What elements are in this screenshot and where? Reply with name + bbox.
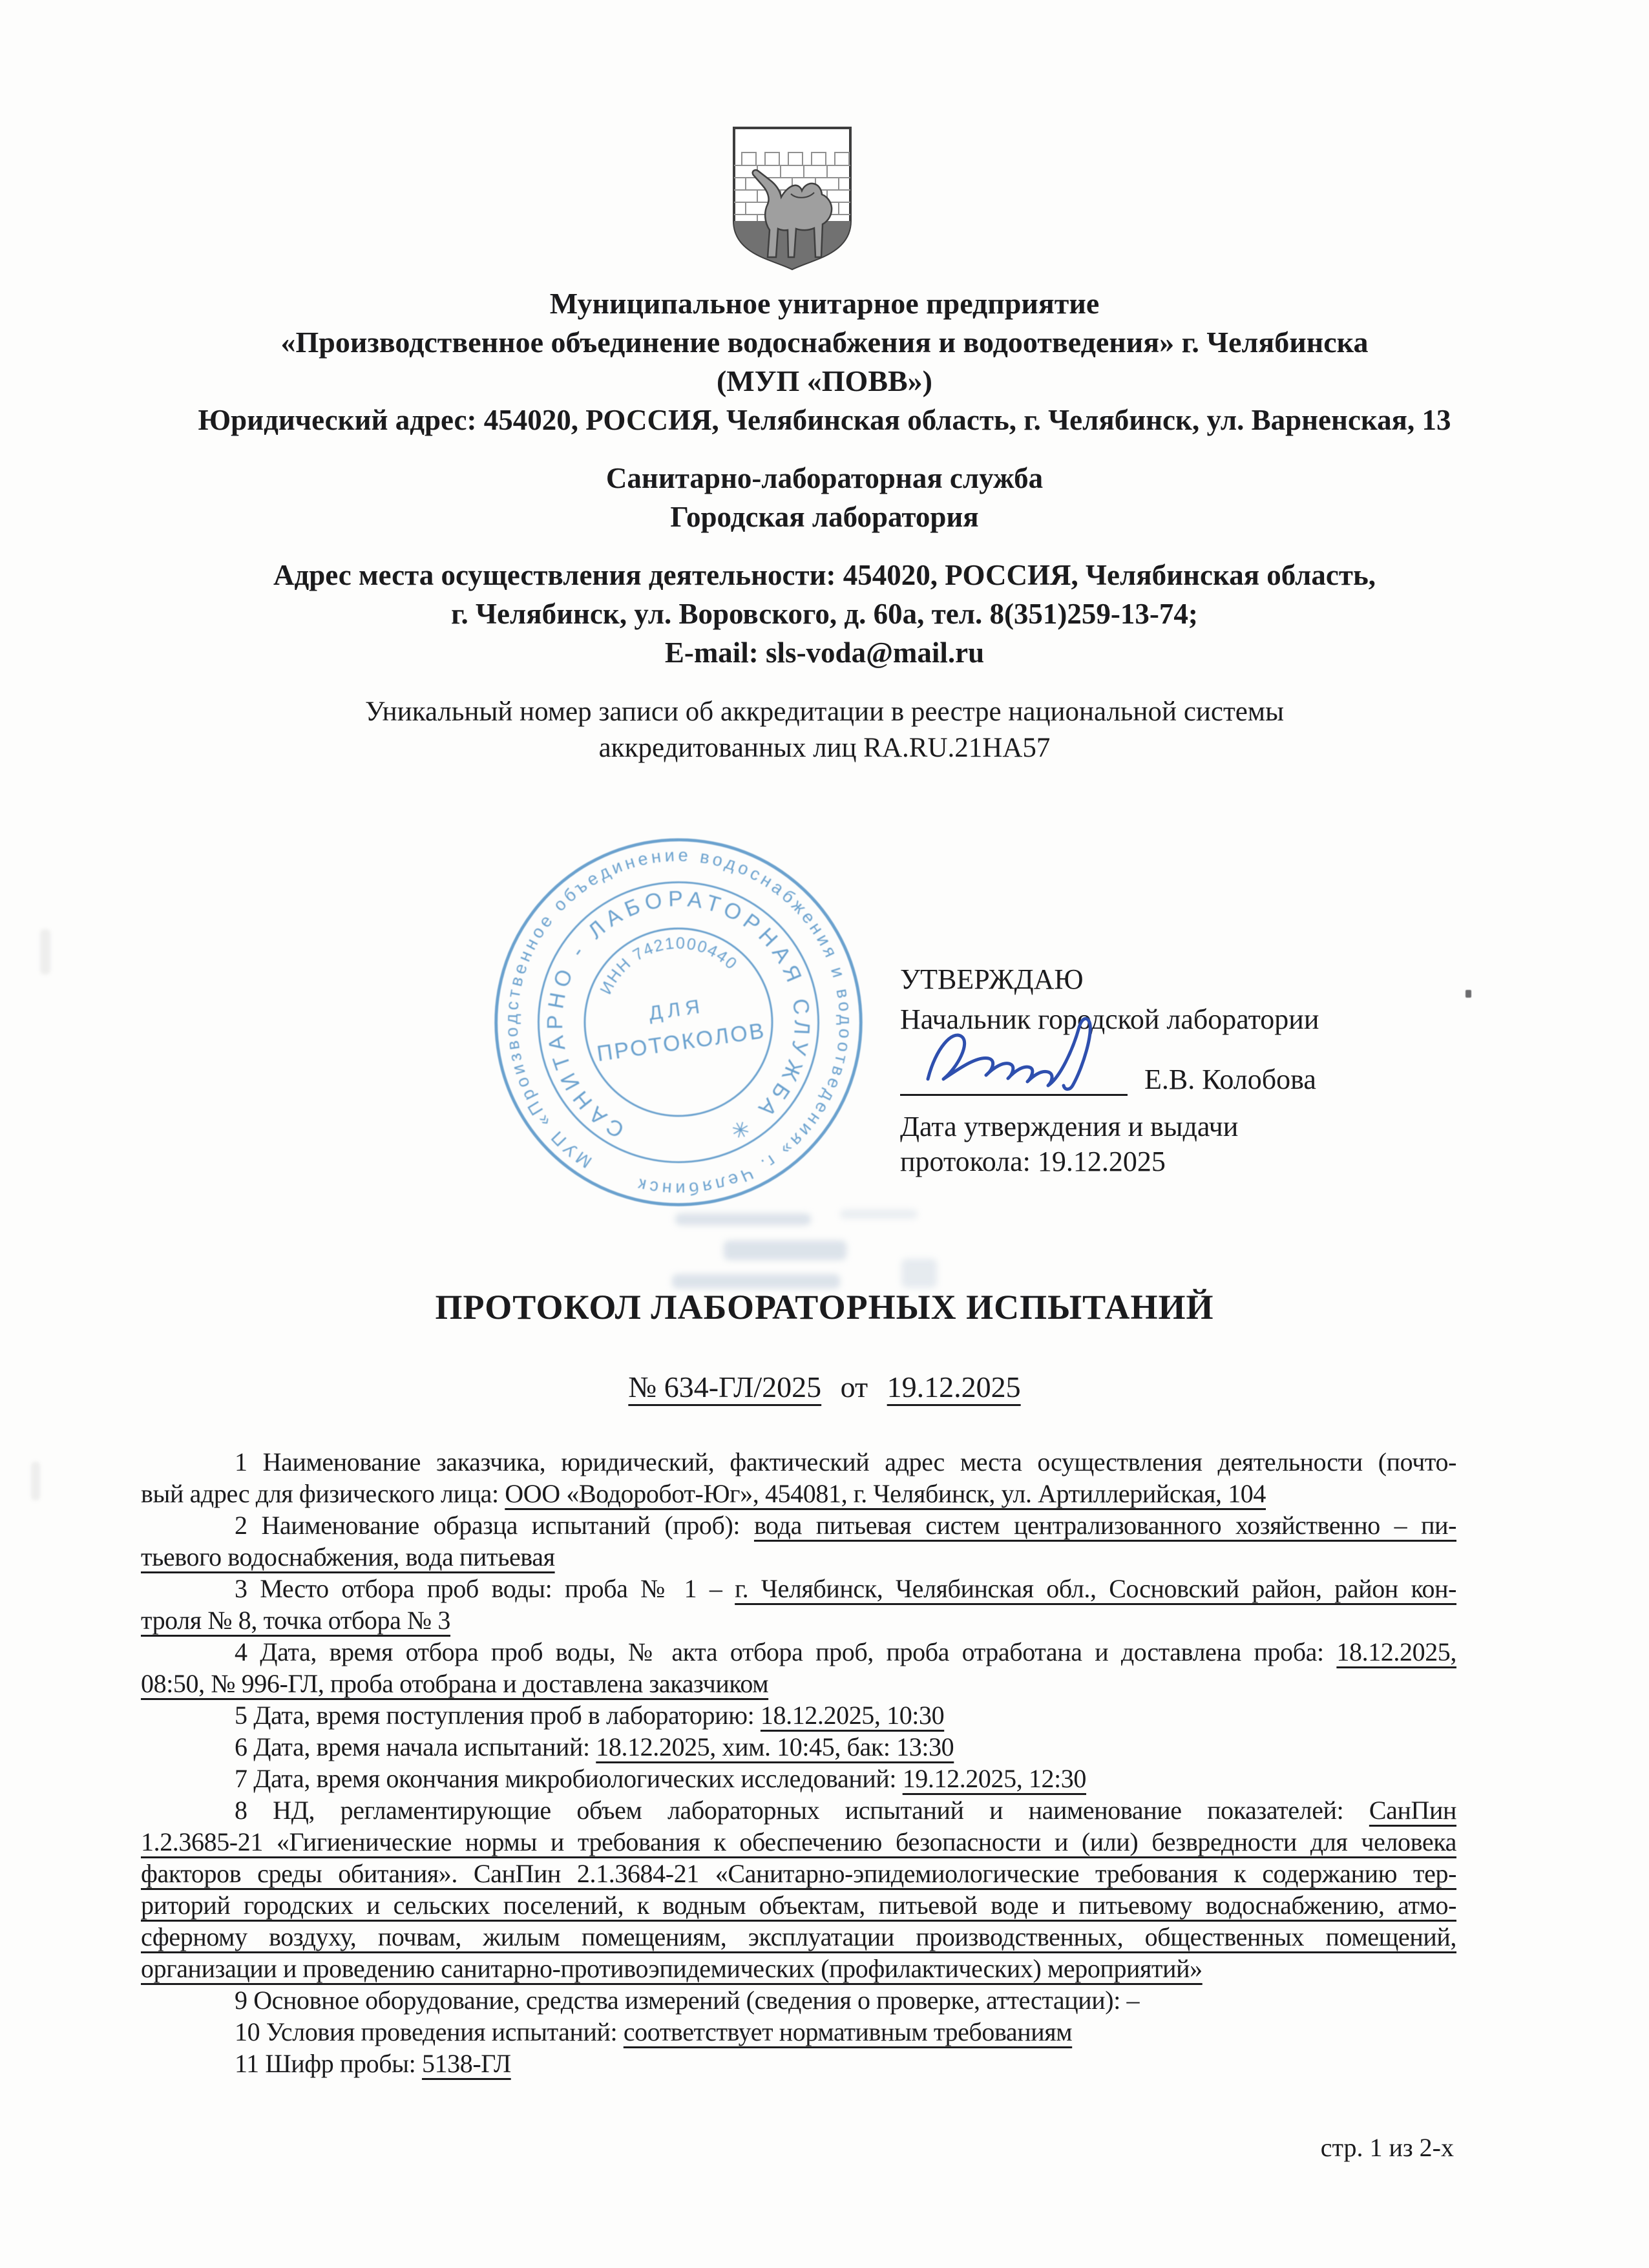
underlined-value: 19.12.2025, 12:30 xyxy=(902,1764,1087,1793)
protocol-line xyxy=(141,1636,1456,1668)
org-name-line: «Производственное объединение водоснабжения и водоотведения» г. Челябинска xyxy=(280,326,1369,359)
protocol-number: № 634-ГЛ/2025 xyxy=(628,1370,822,1403)
text-run: 10 Условия проведения испытаний: xyxy=(235,2017,624,2046)
protocol-line xyxy=(141,1446,1456,1478)
bleed-through-artifact xyxy=(901,1259,937,1288)
activity-address-line1: Адрес места осуществления деятельности: 454020, РОССИЯ, Челябинская область, xyxy=(273,559,1376,591)
approver-name: Е.В. Колобова xyxy=(1144,1064,1316,1095)
protocol-line xyxy=(141,1889,1456,1921)
protocol-line xyxy=(141,1731,1456,1763)
text-run: 1 Наименование заказчика, юридический, фактический адрес места осуществления деятельности (почто- xyxy=(235,1447,1456,1476)
protocol-line xyxy=(141,1953,1456,1984)
protocol-line xyxy=(141,1763,1456,1794)
text-run: 2 Наименование образца испытаний (проб): xyxy=(235,1511,754,1540)
underlined-value: риторий городских и сельских поселений, к водным объектам, питьевой воде и питьевому водоснабжению, атмо- xyxy=(141,1891,1456,1920)
protocol-line xyxy=(141,1541,1456,1573)
service-name-line: Санитарно-лабораторная служба xyxy=(605,462,1044,494)
document-title: ПРОТОКОЛ ЛАБОРАТОРНЫХ ИСПЫТАНИЙ xyxy=(435,1288,1214,1327)
protocol-line xyxy=(141,1921,1456,1953)
protocol-line xyxy=(141,1826,1456,1858)
issue-date-line1: Дата утверждения и выдачи xyxy=(900,1111,1239,1142)
underlined-value: 1.2.3685-21 «Гигиенические нормы и требования к обеспечению безопасности и (или) безвредности для человека xyxy=(141,1827,1456,1856)
accreditation-line2: аккредитованных лиц RA.RU.21HA57 xyxy=(598,733,1051,763)
text-run: 3 Место отбора проб воды: проба № 1 – xyxy=(235,1574,735,1603)
underlined-value: 5138-ГЛ xyxy=(421,2049,511,2078)
protocol-line xyxy=(141,1858,1456,1889)
bleed-through-artifact xyxy=(675,1213,811,1225)
number-date-separator: от xyxy=(840,1370,868,1403)
signature-line-row xyxy=(900,1053,1316,1096)
underlined-value: факторов среды обитания». СанПин 2.1.3684-21 «Санитарно-эпидемиологические требования к содержанию тер- xyxy=(141,1859,1456,1888)
svg-text:ИНН 7421000440 xyxy=(591,925,744,1000)
letterhead xyxy=(0,284,1649,766)
underlined-value: троля № 8, точка отбора № 3 xyxy=(141,1606,451,1635)
protocol-items xyxy=(141,1446,1456,2079)
protocol-line xyxy=(141,1573,1456,1604)
protocol-line xyxy=(141,2016,1456,2048)
stamp-center-line2: ПРОТОКОЛОВ xyxy=(595,1018,768,1067)
legal-address-line: Юридический адрес: 454020, РОССИЯ, Челябинская область, г. Челябинск, ул. Варненская, 13 xyxy=(198,404,1451,436)
stamp-ring-text: САНИТАРНО - ЛАБОРАТОРНАЯ СЛУЖБА ✳ xyxy=(543,886,815,1145)
bleed-through-artifact xyxy=(840,1210,918,1219)
svg-text:МУП «Производственное объедине xyxy=(467,810,890,1234)
accreditation-line1: Уникальный номер записи об аккредитации в реестре национальной системы xyxy=(365,697,1284,727)
protocol-line xyxy=(141,1668,1456,1699)
org-abbr-line: (МУП «ПОВВ») xyxy=(716,364,933,397)
underlined-value: организации и проведению санитарно-противоэпидемических (профилактических) мероприятий» xyxy=(141,1954,1203,1983)
issue-date-line2: протокола: 19.12.2025 xyxy=(900,1146,1166,1177)
stamp-center-line1: ДЛЯ xyxy=(647,994,706,1025)
underlined-value: г. Челябинск, Челябинская обл., Сосновский район, район кон- xyxy=(735,1574,1457,1603)
underlined-value: тьевого водоснабжения, вода питьевая xyxy=(141,1542,555,1571)
underlined-value: 18.12.2025, хим. 10:45, бак: 13:30 xyxy=(596,1732,954,1761)
page-number: стр. 1 из 2-х xyxy=(1320,2133,1454,2162)
lab-name-line: Городская лаборатория xyxy=(670,501,979,533)
lab-round-stamp xyxy=(467,810,890,1234)
text-run: 9 Основное оборудование, средства измерений (сведения о проверке, аттестации): – xyxy=(235,1986,1140,2015)
underlined-value: ООО «Водоробот-Юг», 454081, г. Челябинск, ул. Артиллерийская, 104 xyxy=(505,1479,1266,1508)
text-run: 5 Дата, время поступления проб в лабораторию: xyxy=(235,1701,761,1730)
protocol-line xyxy=(141,1604,1456,1636)
underlined-value: 18.12.2025, xyxy=(1336,1637,1456,1666)
stamp-outer-circle xyxy=(472,816,885,1228)
protocol-line xyxy=(141,2048,1456,2079)
approver-position: Начальник городской лаборатории xyxy=(900,1003,1319,1035)
bleed-through-artifact xyxy=(724,1241,846,1260)
protocol-line xyxy=(141,1984,1456,2016)
underlined-value: сферному воздуху, почвам, жилым помещениям, эксплуатации производственных, общественных помещений, xyxy=(141,1922,1456,1951)
ink-dot-artifact xyxy=(1465,990,1471,998)
underlined-value: соответствует нормативным требованиям xyxy=(623,2017,1073,2046)
stamp-outer-text: МУП «Производственное объединение водоснабжения и водоотведения» г. Челябинск xyxy=(501,845,856,1199)
protocol-line xyxy=(141,1699,1456,1731)
bleed-through-artifact xyxy=(672,1274,840,1288)
protocol-line xyxy=(141,1509,1456,1541)
document-number-line xyxy=(0,1370,1649,1404)
underlined-value: вода питьевая систем централизованного хозяйственно – пи- xyxy=(753,1511,1457,1540)
protocol-date: 19.12.2025 xyxy=(887,1370,1021,1403)
approve-label: УТВЕРЖДАЮ xyxy=(900,963,1084,995)
protocol-line xyxy=(141,1794,1456,1826)
text-run: 11 Шифр пробы: xyxy=(235,2049,422,2078)
scan-smudge xyxy=(31,1462,40,1500)
underlined-value: СанПин xyxy=(1369,1796,1456,1825)
underlined-value: 18.12.2025, 10:30 xyxy=(760,1701,945,1730)
text-run: 7 Дата, время окончания микробиологических исследований: xyxy=(235,1764,903,1793)
scan-smudge xyxy=(40,929,50,974)
text-run: вый адрес для физического лица: xyxy=(141,1479,505,1508)
email-line: E-mail: sls-voda@mail.ru xyxy=(664,636,985,669)
text-run: 6 Дата, время начала испытаний: xyxy=(235,1732,596,1761)
activity-address-line2: г. Челябинск, ул. Воровского, д. 60а, тел. 8(351)259-13-74; xyxy=(451,598,1198,630)
text-run: 8 НД, регламентирующие объем лабораторных испытаний и наименование показателей: xyxy=(235,1796,1369,1825)
text-run: 4 Дата, время отбора проб воды, № акта отбора проб, проба отработана и доставлена проба: xyxy=(235,1637,1337,1666)
org-type-line: Муниципальное унитарное предприятие xyxy=(549,287,1100,320)
stamp-inn-text: ИНН 7421000440 xyxy=(596,934,741,998)
chelyabinsk-coat-of-arms-logo xyxy=(729,124,856,271)
underlined-value: 08:50, № 996-ГЛ, проба отобрана и доставлена заказчиком xyxy=(141,1669,769,1698)
protocol-line xyxy=(141,1478,1456,1509)
stamp-middle-circle xyxy=(520,864,836,1180)
signature-underline xyxy=(900,1058,1128,1096)
